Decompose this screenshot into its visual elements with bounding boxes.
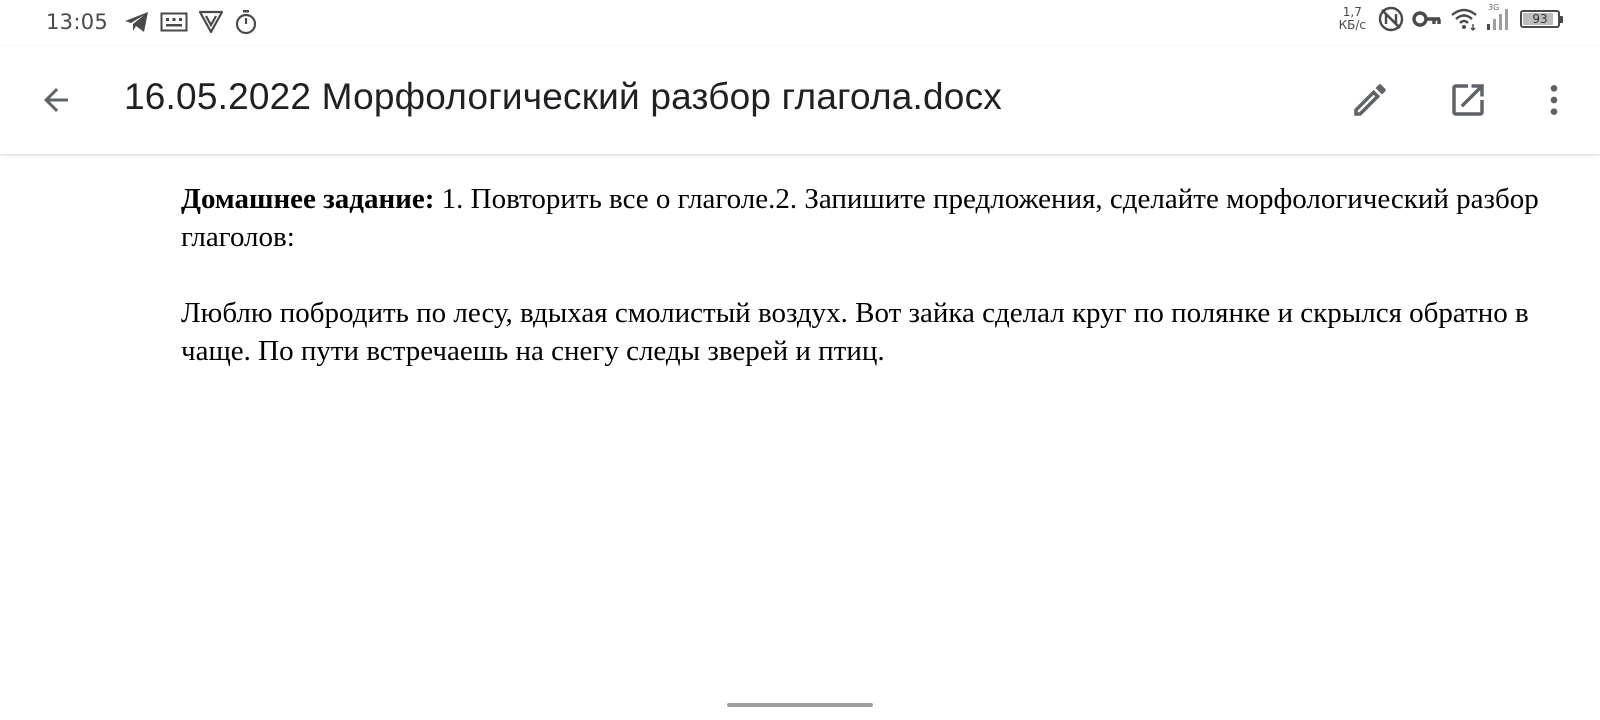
- edit-button[interactable]: [1346, 76, 1394, 124]
- open-external-icon: [1447, 79, 1489, 121]
- back-button[interactable]: [36, 80, 76, 120]
- homework-text: 1. Повторить все о глаголе.2. Запишите предложения, сделайте морфологический разбор глаголов:: [181, 183, 1539, 253]
- gesture-navigation-bar[interactable]: [727, 703, 873, 707]
- status-left: [46, 9, 258, 35]
- network-speed: [1339, 6, 1366, 32]
- vpn-key-icon: [1412, 9, 1442, 29]
- document-content: [181, 180, 1541, 370]
- network-type: 3G: [1488, 3, 1500, 12]
- battery-level: 93: [1532, 12, 1548, 26]
- status-clock: 13:05: [46, 10, 109, 34]
- more-options-button[interactable]: [1530, 76, 1578, 124]
- edit-pencil-icon: [1349, 79, 1391, 121]
- open-external-button[interactable]: [1444, 76, 1492, 124]
- wifi-icon: [1450, 7, 1478, 31]
- more-vert-icon: [1534, 80, 1574, 120]
- app-bar: [0, 46, 1600, 154]
- document-paragraph-2: Люблю побродить по лесу, вдыхая смолистый воздух. Вот зайка сделал круг по полянке и скрылся обратно в чаще. По пути встречаешь на снегу следы зверей и птиц.: [181, 297, 1529, 367]
- document-paragraph-1: [181, 180, 1541, 256]
- telegram-icon: [124, 11, 150, 33]
- document-title: 16.05.2022 Морфологический разбор глагола.docx: [124, 76, 1002, 117]
- status-bar: [0, 0, 1600, 46]
- homework-label: Домашнее задание:: [181, 183, 435, 215]
- arrow-back-icon: [38, 82, 74, 118]
- cell-signal: [1486, 3, 1508, 31]
- network-speed-value: 1,7: [1342, 5, 1362, 19]
- keyboard-icon: [160, 11, 188, 33]
- battery-indicator: [1520, 10, 1560, 28]
- nfc-icon: [1378, 6, 1404, 32]
- timer-icon: [234, 9, 258, 35]
- status-right: [1338, 3, 1560, 32]
- network-speed-unit: КБ/с: [1338, 18, 1366, 32]
- vpn-shield-icon: [198, 10, 224, 34]
